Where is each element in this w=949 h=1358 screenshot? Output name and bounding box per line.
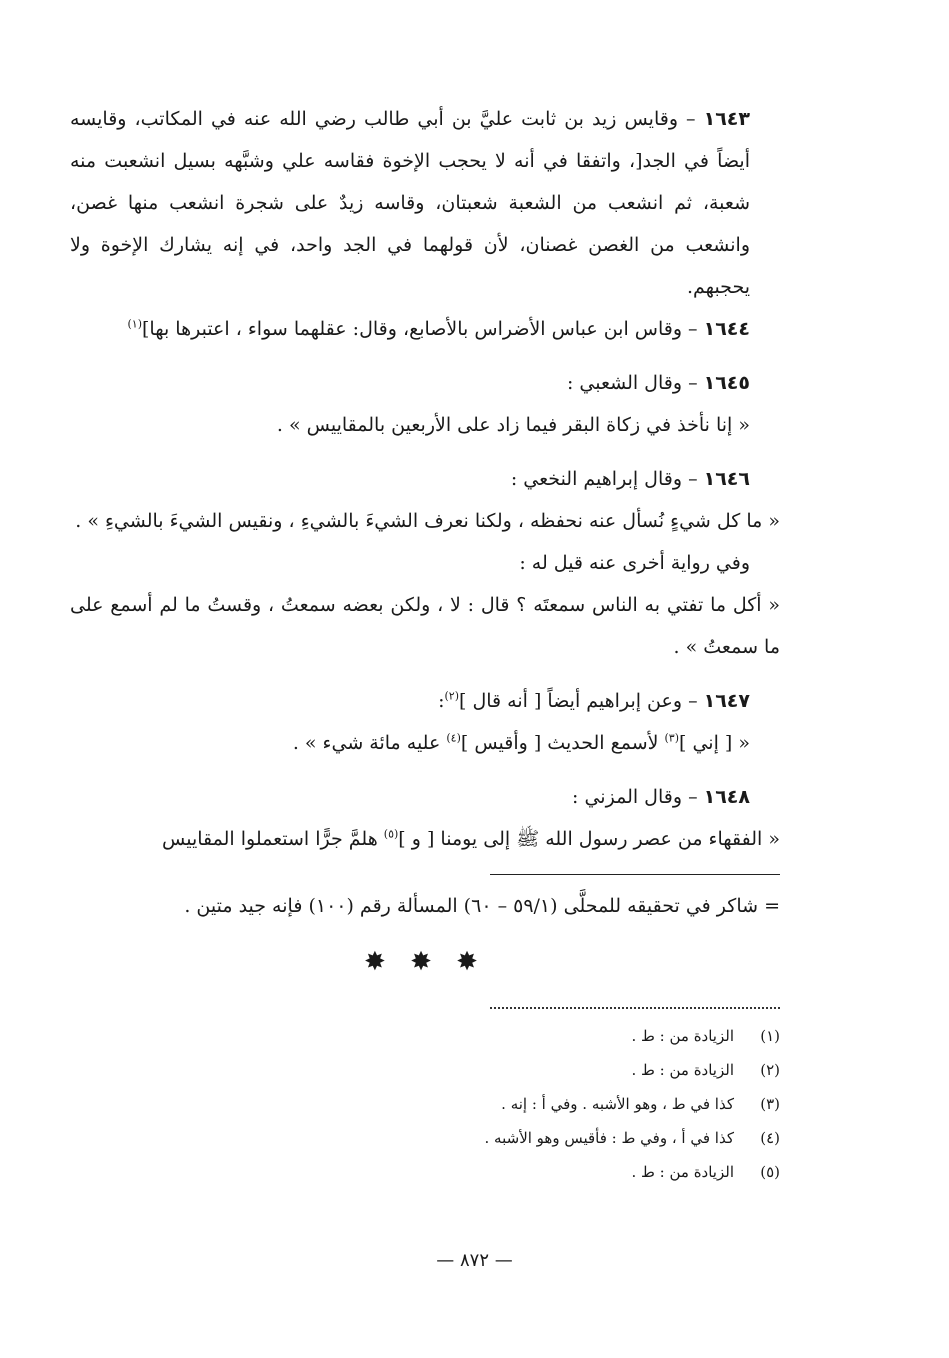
quote-ibrahim [70,722,780,764]
footnote-number: (١) [760,1027,780,1045]
quote-text: « أكل ما تفتي به الناس سمعتَه ؟ قال : لا ، ولكن بعضه سمعتُ ، وقستُ ما لم أسمع على ما سمعتُ » . [70,594,780,658]
paragraph-1644 [70,308,780,350]
footnote-number: (٢) [760,1061,780,1079]
paragraph-1645 [70,362,780,404]
footnote-ref: (٥) [383,827,399,841]
dotted-separator [490,1007,780,1009]
entry-number: ١٦٤٣ [703,108,750,130]
quote-nakhai [70,500,780,542]
paragraph-1646 [70,458,780,500]
page-body [70,98,780,1189]
footnote-ref: (٢) [444,689,459,703]
entry-text: – وقال المزني : [572,786,704,808]
continued-footnote-text: = شاكر في تحقيقه للمحلَّى (٥٩/١ – ٦٠) المسألة رقم (١٠٠) فإنه جيد متين . [184,895,780,917]
quote-muzani [70,818,780,860]
entry-number: ١٦٤٦ [703,468,750,490]
footnote-ref: (٣) [664,731,680,745]
footnotes-list [70,1019,780,1189]
entry-number: ١٦٤٧ [703,690,750,712]
footnote-item [70,1121,780,1155]
quote-text: « [ إني ] [679,732,750,754]
entry-number: ١٦٤٥ [703,372,750,394]
footnote-text: كذا في أ ، وفي ط : فأقيس وهو الأشبه . [484,1129,734,1147]
footnote-number: (٤) [760,1129,780,1147]
entry-text: – وقاس ابن عباس الأضراس بالأصابع، وقال: عقلهما سواء ، اعتبرها بها] [142,318,704,340]
quote-text: « الفقهاء من عصر رسول الله ﷺ إلى يومنا [ و ] [398,828,780,850]
entry-number: ١٦٤٨ [703,786,750,808]
footnote-number: (٥) [760,1163,780,1181]
footnote-text: كذا في ط ، وهو الأشبه . وفي أ : إنه . [501,1095,734,1113]
quote-shabi [70,404,780,446]
paragraph-1643 [70,98,780,308]
footnote-item [70,1155,780,1189]
footnote-item [70,1019,780,1053]
footnote-item [70,1087,780,1121]
paragraph-1648 [70,776,780,818]
quote-narration [70,584,780,668]
quote-text: « ما كل شيءٍ نُسأل عنه نحفظه ، ولكنا نعرف الشيءَ بالشيءِ ، ونقيس الشيءَ بالشيءِ » . [75,510,780,532]
paragraph-1647 [70,680,780,722]
quote-text-2: لأسمع الحديث [ وأقيس ] [460,732,665,754]
entry-text: – وعن إبراهيم أيضاً [ أنه قال ] [459,690,704,712]
entry-number: ١٦٤٤ [703,318,750,340]
footnote-text: الزيادة من : ط . [631,1061,734,1079]
continued-footnote [70,885,780,927]
quote-text-3: عليه مائة شيء » . [292,732,447,754]
quote-text: « إنا نأخذ في زكاة البقر فيما زاد على الأربعين بالمقاييس » . [276,414,750,436]
entry-tail: : [438,690,445,712]
entry-text: – وقايس زيد بن ثابت عليَّ بن أبي طالب رضي الله عنه في المكاتب، وقايسه أيضاً في الجد[، واتفقا في أنه لا يحجب الإخوة فقاسه علي وشبَّهه بسيل انشعبت منه شعبة، ثم انشعب من الشعبة شعبتان، وقاسه زيدٌ على شجرة انشعب منها غصن، وانشعب من الغصن غصنان، لأن قولهما في الجد واحد، في إنه يشارك الإخوة ولا يحجبهم. [70,108,750,298]
footnote-text: الزيادة من : ط . [631,1163,734,1181]
entry-text: – وقال إبراهيم النخعي : [510,468,704,490]
footnote-text: الزيادة من : ط . [631,1027,734,1045]
footnote-number: (٣) [760,1095,780,1113]
entry-text: – وقال الشعبي : [566,372,704,394]
footnote-item [70,1053,780,1087]
quote-text-2: هلمَّ جرًّا استعملوا المقاييس [161,828,384,850]
other-narration [70,542,780,584]
star-ornament: ✸ ✸ ✸ [364,947,486,977]
narration-text: وفي رواية أخرى عنه قيل له : [519,552,750,574]
footnote-ref: (٤) [446,731,461,745]
footnote-ref: (١) [127,317,142,331]
separator-line [490,874,780,875]
page-number: — ٨٧٢ — [436,1250,513,1271]
